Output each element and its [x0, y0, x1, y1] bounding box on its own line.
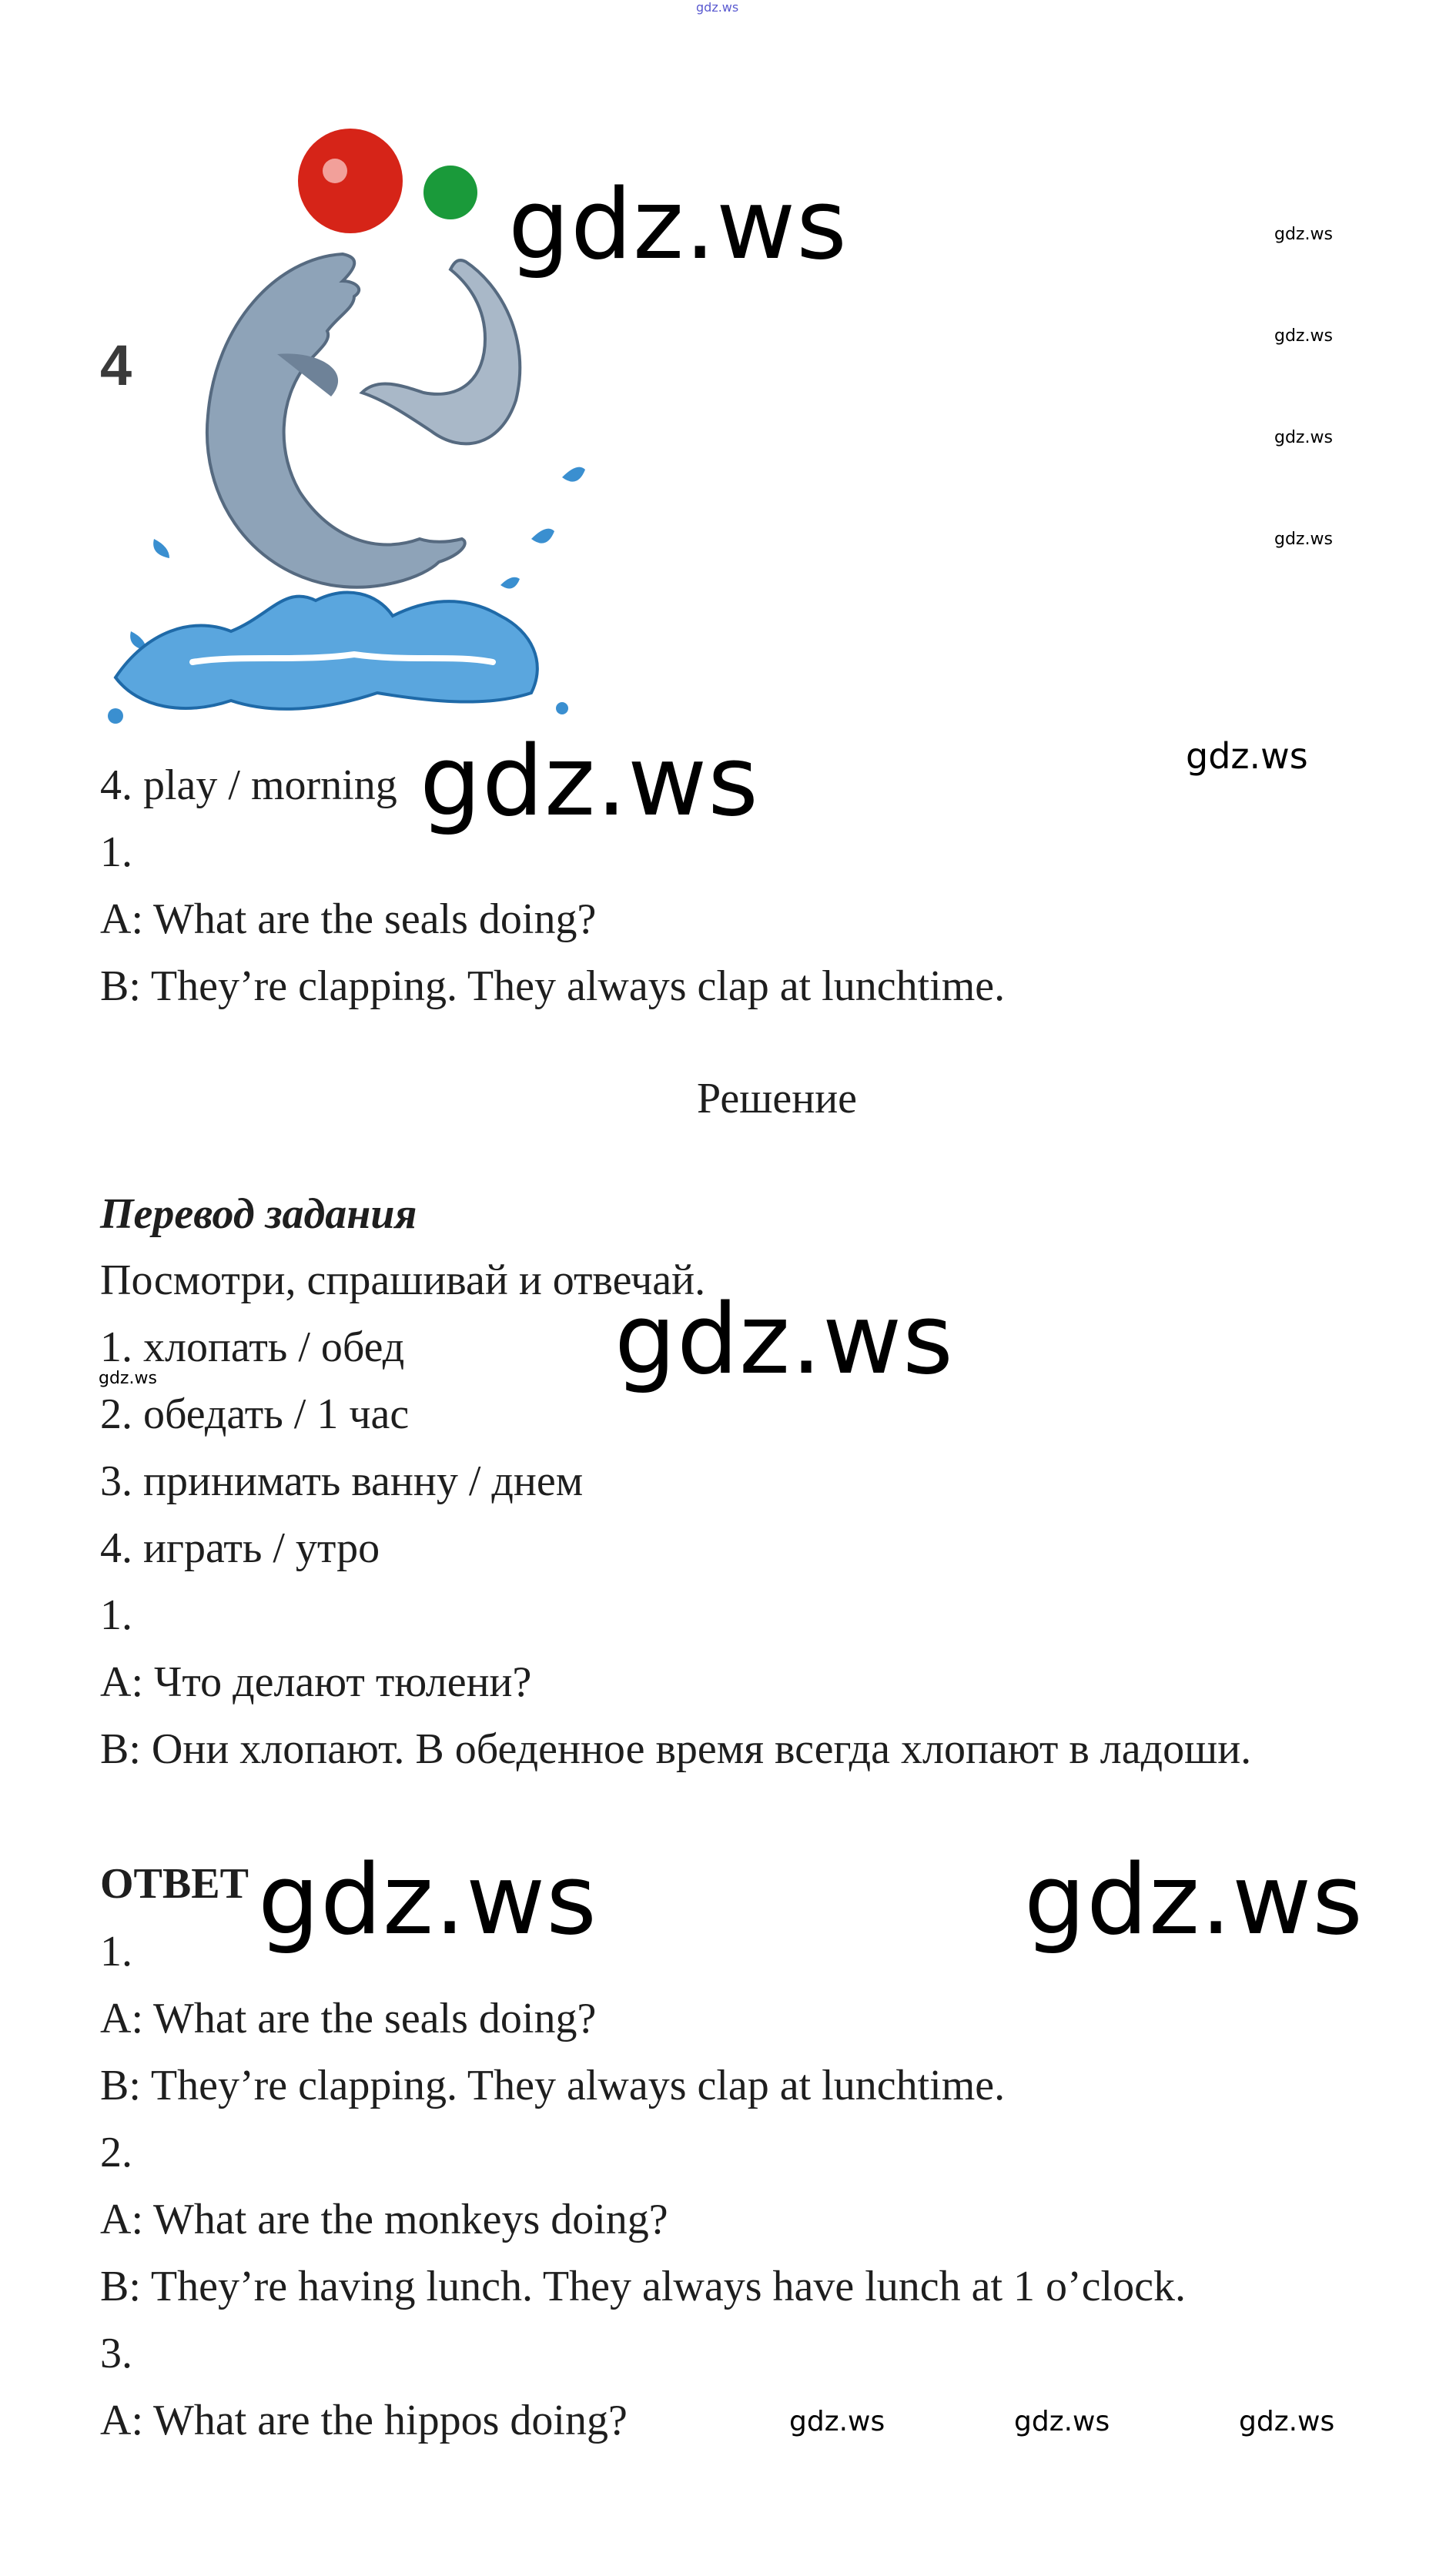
translation-line: 1. хлопать / обед	[100, 1323, 405, 1371]
water-splash	[115, 593, 537, 709]
translation-heading: Перевод задания	[100, 1190, 417, 1238]
translation-line: 3. принимать ванну / днем	[100, 1457, 584, 1505]
dolphin-right	[362, 260, 520, 443]
answer-line: 2.	[100, 2129, 132, 2176]
answer-line: B: They’re clapping. They always clap at lunchtime.	[100, 2062, 1006, 2109]
translation-line: A: Что делают тюлени?	[100, 1658, 532, 1706]
answer-line: A: What are the hippos doing?	[100, 2397, 628, 2444]
task-line: A: What are the seals doing?	[100, 895, 597, 943]
answer-line: B: They’re having lunch. They always have lunch at 1 o’clock.	[100, 2263, 1186, 2310]
watermark: gdz.ws	[1274, 530, 1333, 549]
task-line: 1.	[100, 828, 132, 876]
translation-line: B: Они хлопают. В обеденное время всегда хлопают в ладоши.	[100, 1725, 1252, 1773]
watermark: gdz.ws	[1186, 735, 1308, 777]
watermark: gdz.ws	[1024, 1843, 1364, 1956]
top-watermark: gdz.ws	[696, 0, 739, 15]
exercise-number: 4	[100, 333, 132, 397]
watermark: gdz.ws	[614, 1283, 954, 1396]
answer-line: A: What are the seals doing?	[100, 1995, 597, 2042]
task-line: B: They’re clapping. They always clap at lunchtime.	[100, 962, 1006, 1010]
watermark: gdz.ws	[1239, 2406, 1335, 2437]
watermark: gdz.ws	[1014, 2406, 1110, 2437]
watermark: gdz.ws	[258, 1843, 597, 1956]
watermark: gdz.ws	[508, 168, 848, 281]
solution-label: Решение	[697, 1075, 858, 1122]
translation-line: Посмотри, спрашивай и отвечай.	[100, 1256, 706, 1304]
task-line: 4. play / morning	[100, 761, 397, 809]
green-ball	[423, 166, 477, 219]
translation-line: 2. обедать / 1 час	[100, 1390, 410, 1438]
watermark: gdz.ws	[789, 2406, 885, 2437]
watermark: gdz.ws	[99, 1369, 157, 1388]
red-ball	[298, 129, 403, 233]
watermark: gdz.ws	[420, 724, 759, 838]
answer-heading: ОТВЕТ	[100, 1860, 249, 1908]
translation-line: 4. играть / утро	[100, 1524, 380, 1572]
watermark: gdz.ws	[1274, 225, 1333, 244]
watermark: gdz.ws	[1274, 428, 1333, 447]
translation-line: 1.	[100, 1591, 132, 1639]
answer-line: 1.	[100, 1928, 132, 1975]
answer-line: 3.	[100, 2330, 132, 2377]
answer-line: A: What are the monkeys doing?	[100, 2196, 668, 2243]
watermark: gdz.ws	[1274, 326, 1333, 346]
